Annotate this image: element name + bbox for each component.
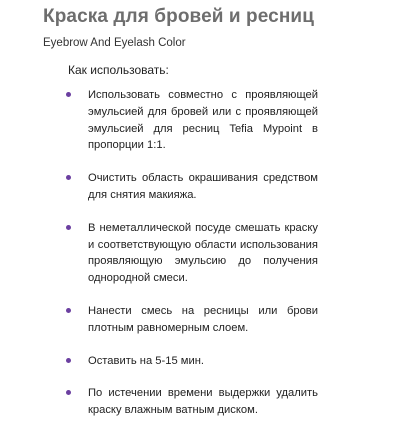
instruction-step: [64, 385, 318, 419]
bullet-dot-icon: [66, 358, 71, 363]
step-text: Оставить на 5-15 мин.: [88, 354, 205, 367]
instruction-steps-list: [64, 87, 318, 435]
instruction-step: [64, 303, 318, 337]
instruction-step: [64, 220, 318, 287]
bullet-dot-icon: [66, 92, 71, 97]
instructions-heading: Как использовать:: [68, 63, 169, 77]
step-text: Очистить область окрашивания средством для снятия макияжа.: [88, 172, 318, 201]
instruction-step: [64, 353, 318, 370]
step-text: Нанести смесь на ресницы или брови плотным равномерным слоем.: [88, 304, 318, 334]
instruction-step: [64, 170, 318, 204]
bullet-dot-icon: [66, 308, 71, 313]
instruction-step: [64, 87, 318, 154]
step-text: Использовать совместно с проявляющей эмульсией для бровей или с проявляющей эмульсией для ресниц Tefia Mypoint в пропорции 1:1.: [88, 89, 318, 152]
bullet-dot-icon: [66, 175, 71, 180]
page-title: Краска для бровей и ресниц: [43, 6, 314, 27]
step-text: По истечении времени выдержки удалить краску влажным ватным диском.: [88, 387, 318, 417]
bullet-dot-icon: [66, 225, 71, 230]
bullet-dot-icon: [66, 390, 71, 395]
page-subtitle: Eyebrow And Eyelash Color: [43, 37, 186, 49]
step-text: В неметаллической посуде смешать краску и соответствующую области использования проявляющую эмульсию до получения однородной смеси.: [88, 221, 318, 285]
